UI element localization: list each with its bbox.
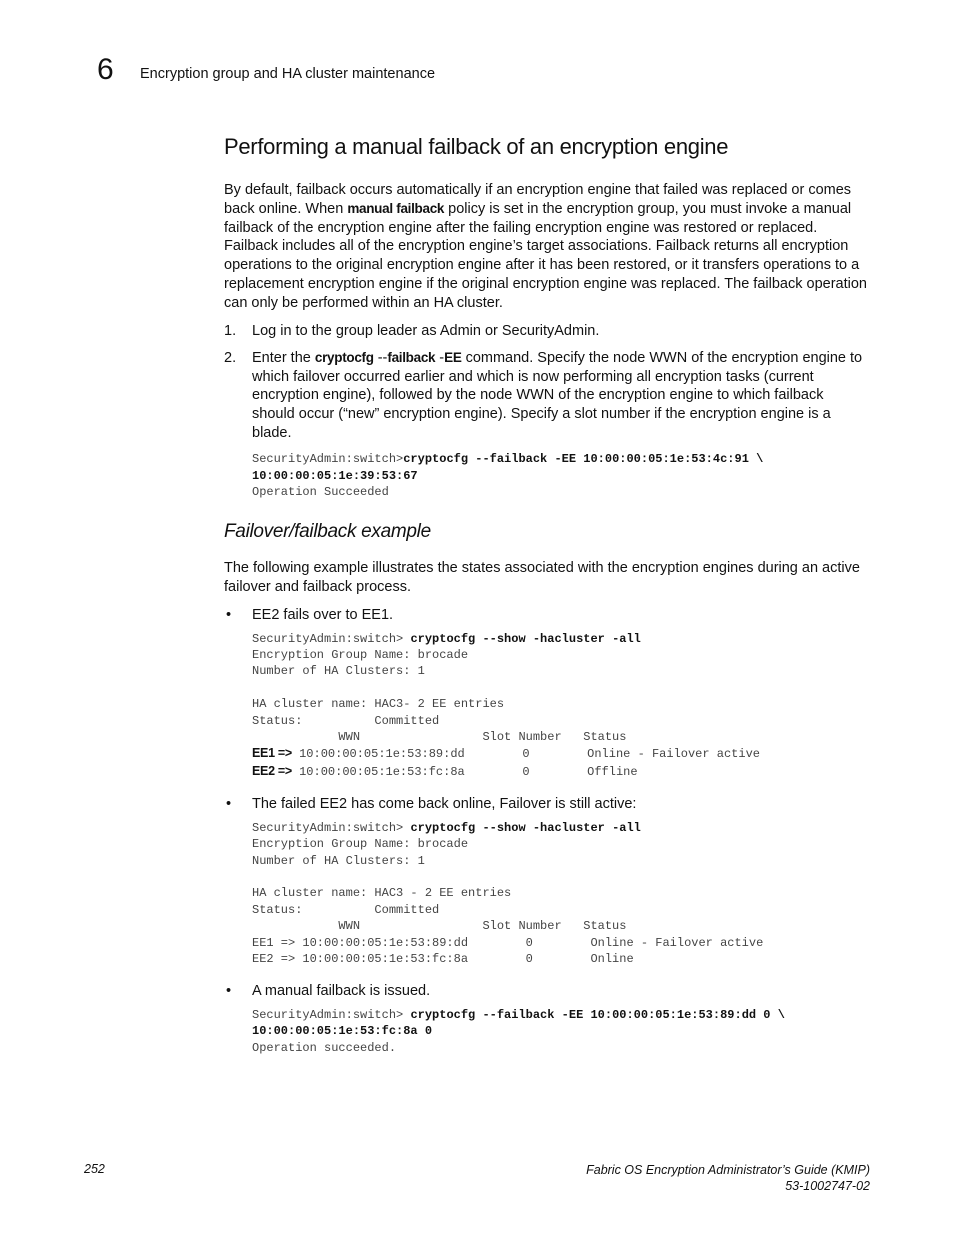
code-output: 10:00:00:05:1e:53:89:dd 0 Online - Failover active [291,747,760,762]
code-command: 10:00:00:05:1e:53:fc:8a 0 [252,1024,433,1039]
code-output: EE1 => 10:00:00:05:1e:53:89:dd 0 Online - Failover active [252,935,764,950]
page-number: 252 [84,1162,105,1176]
subsection-title: Failover/failback example [224,521,431,543]
code-block-failback [252,451,870,500]
code-output: Encryption Group Name: brocade [252,837,469,852]
step-text: Enter the [252,350,315,367]
code-output: Encryption Group Name: brocade [252,647,469,662]
bullet-text: The failed EE2 has come back online, Failover is still active: [252,796,637,813]
bullet-icon: • [226,796,232,813]
command-term: cryptocfg [314,350,374,366]
command-term: failback [387,350,436,366]
code-prompt: SecurityAdmin:switch> [252,452,404,467]
code-output: Operation succeeded. [252,1040,397,1055]
dash: -- [373,350,388,367]
chapter-title: Encryption group and HA cluster maintenance [140,66,436,82]
intro-text-b: policy is set in the encryption group, you must invoke a manual failback of the encryption engine after the failing encryption engine was restored or replaced. Failback includes all of the encryption engine’s target associations. Failback returns all encryption operations to the original encryption engine after it has been restored, or it transfers operations to a replacement encryption engine if the original encryption engine was replaced. The failback operation can only be performed within an HA cluster. [224,200,867,311]
doc-number: 53-1002747-02 [785,1179,870,1193]
code-output: 10:00:00:05:1e:53:fc:8a 0 Offline [291,764,638,779]
code-command: cryptocfg --show -hacluster -all [410,820,641,835]
step-2 [224,349,870,442]
code-output: Number of HA Clusters: 1 [252,664,425,679]
intro-text-a: By default, failback occurs automatically if an encryption engine that failed was replaced or comes back online. When [224,182,852,217]
code-output: EE2 => 10:00:00:05:1e:53:fc:8a 0 Online [252,952,634,967]
bullet-item [224,982,870,1001]
ee-label: EE2 => [252,763,292,778]
bullet-item [224,795,870,814]
intro-paragraph [224,181,870,313]
code-output: Operation Succeeded [252,484,389,499]
code-prompt: SecurityAdmin:switch> [252,1008,411,1023]
step-1 [224,322,870,341]
code-prompt: SecurityAdmin:switch> [252,820,411,835]
code-output: HA cluster name: HAC3 - 2 EE entries [252,886,512,901]
code-output: HA cluster name: HAC3- 2 EE entries [252,697,505,712]
ee-label: EE1 => [252,746,292,761]
dash: - [435,350,445,367]
code-command: cryptocfg --failback -EE 10:00:00:05:1e:53:89:dd 0 \ [410,1008,785,1023]
code-command: 10:00:00:05:1e:39:53:67 [252,468,418,483]
footer-doc-info [586,1162,870,1194]
code-command: cryptocfg --show -hacluster -all [410,631,641,646]
bullet-text: A manual failback is issued. [252,983,431,1000]
code-block-show-2 [252,820,870,968]
code-block-failback-2 [252,1007,870,1056]
code-block-show-1 [252,631,870,781]
section-title: Performing a manual failback of an encryption engine [224,134,729,159]
code-output: Number of HA Clusters: 1 [252,853,425,868]
bullet-item [224,606,870,625]
step-text: Log in to the group leader as Admin or SecurityAdmin. [252,322,600,339]
bullet-icon: • [226,606,232,623]
page-content [224,130,870,1071]
step-number: 1. [224,322,237,339]
bullet-text: EE2 fails over to EE1. [252,606,394,623]
chapter-number: 6 [97,53,114,86]
code-output: Status: Committed [252,713,440,728]
code-output: WWN Slot Number Status [252,729,627,744]
bullet-icon: • [226,983,232,1000]
code-output: Status: Committed [252,902,440,917]
intro-term: manual failback [347,200,445,216]
code-command: cryptocfg --failback -EE 10:00:00:05:1e:53:4c:91 \ [403,452,764,467]
example-intro: The following example illustrates the states associated with the encryption engines during an active failover and failback process. [224,560,860,596]
step-number: 2. [224,350,237,367]
code-output: WWN Slot Number Status [252,919,627,934]
doc-title: Fabric OS Encryption Administrator’s Guide (KMIP) [586,1163,870,1177]
step-text: command. Specify the node WWN of the encryption engine to which failover occurred earlier and which is now performing all encryption tasks (current encryption engine), followed by the node WWN of the encryption engine to which failback should occur (“new” encryption engine). Specify a slot number if the encryption engine is a blade. [252,350,863,441]
command-term: EE [444,350,462,366]
code-prompt: SecurityAdmin:switch> [252,631,411,646]
